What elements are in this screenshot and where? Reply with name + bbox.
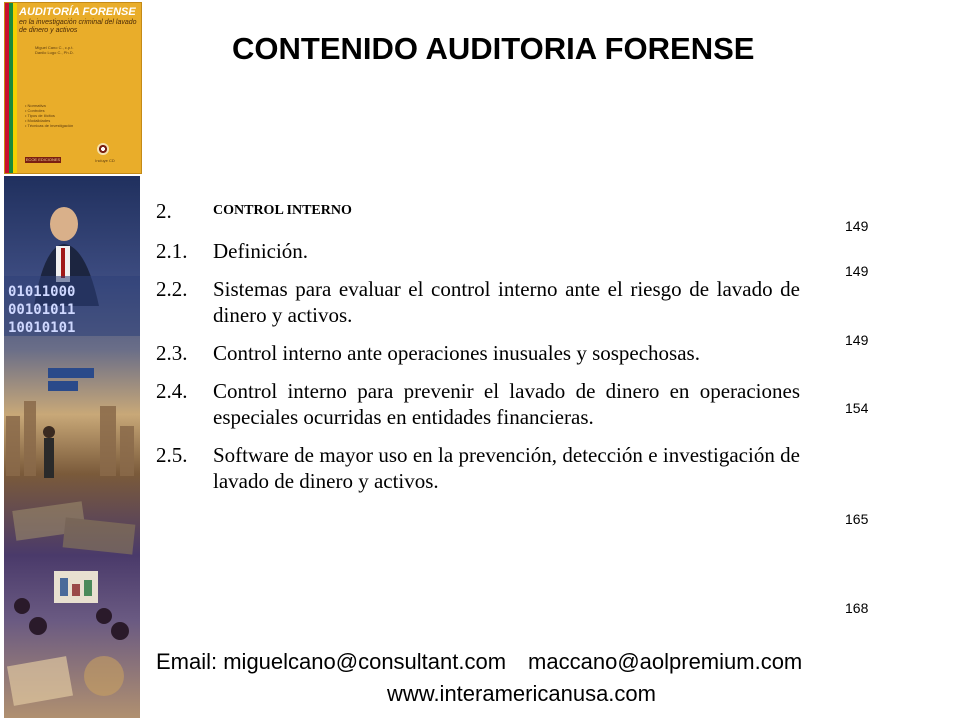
toc-number: 2.5. [156,443,188,467]
toc-page-number: 165 [845,511,869,527]
left-image-strip [0,0,148,720]
toc-number: 2. [156,199,172,223]
toc-page-number: 168 [845,600,869,616]
cover-author: Danilo Lugo C., Ph.D. [35,50,74,55]
toc-item-text: Sistemas para evaluar el control interno ante el riesgo de lavado de dinero y activos. [213,277,800,327]
cover-title: AUDITORÍA FORENSE [19,6,136,18]
toc-item-text: Software de mayor uso en la prevención, detección e investigación de lavado de dinero y activos. [213,443,800,493]
toc-item-text: Definición. [213,239,309,263]
toc-item [156,238,800,264]
toc-number: 2.4. [156,379,188,403]
toc-item-text: Control interno para prevenir el lavado de dinero en operaciones especiales ocurridas en entidades financieras. [213,379,800,429]
cover-subtitle: en la investigación criminal del lavado de dinero y activos [19,19,137,34]
toc-number: 2.1. [156,239,188,263]
cover-topic: • Tipos de ilícitos [25,113,85,118]
svg-text:00101011: 00101011 [8,302,76,318]
toc-number: 2.2. [156,277,188,301]
toc-page-number: 149 [845,218,869,234]
cover-stripe [5,3,17,173]
cover-topic-list [25,103,85,128]
footer-emails [156,649,956,675]
page-title: CONTENIDO AUDITORIA FORENSE [232,31,755,66]
cover-author: Miguel Cano C., c.p.t. [35,45,74,50]
toc-item-text: Control interno ante operaciones inusuales y sospechosas. [213,341,700,365]
svg-text:01011000: 01011000 [8,284,76,300]
toc-item [156,276,800,328]
photo-collage [4,176,140,718]
svg-text:10010101: 10010101 [8,320,76,336]
cover-topic: • Normativa [25,103,85,108]
toc-page-number: 149 [845,263,869,279]
toc-item [156,378,800,430]
cover-publisher: ECOE EDICIONES [25,157,61,162]
cover-authors [35,45,135,55]
cover-cd-label: Incluye CD [95,158,115,163]
toc-page-number: 154 [845,400,869,416]
book-cover-image [4,2,142,174]
email-secondary: maccano@aolpremium.com [528,649,803,674]
cover-topic: • Modalidades [25,118,85,123]
cover-topic: • Controles [25,108,85,113]
email-primary: Email: miguelcano@consultant.com [156,649,507,674]
footer-website: www.interamericanusa.com [387,681,656,706]
toc-item [156,442,800,494]
toc-list [156,196,800,506]
toc-heading-text: CONTROL INTERNO [213,203,352,218]
toc-heading [156,196,800,226]
toc-number: 2.3. [156,341,188,365]
cover-topic: • Técnicas de investigación [25,123,85,128]
toc-page-number: 149 [845,332,869,348]
toc-item [156,340,800,366]
cd-icon [97,143,109,155]
